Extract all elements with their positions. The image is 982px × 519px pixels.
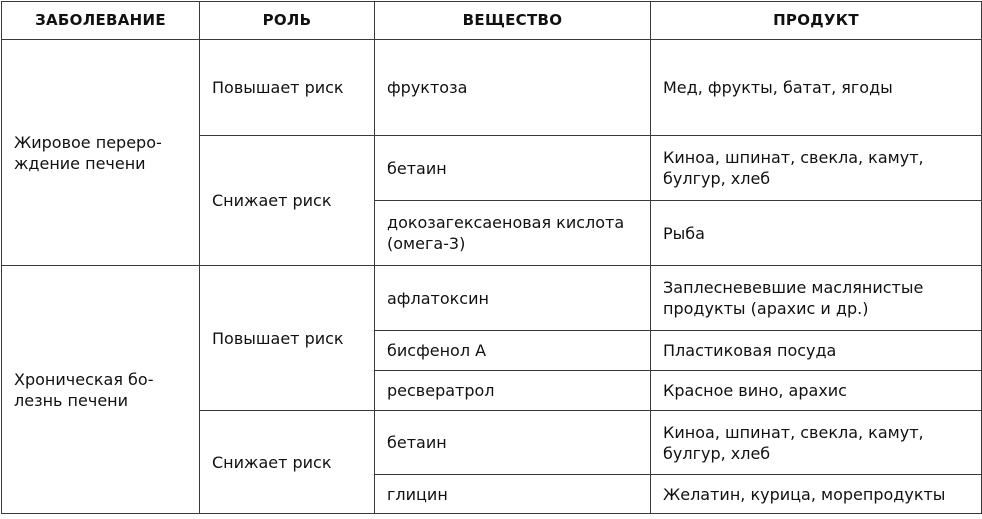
- role-cell: Снижает риск: [200, 136, 375, 266]
- substance-cell: докозагексаеновая кислота (омега-3): [375, 201, 651, 266]
- disease-cell-chronic-liver: Хроническая бо- лезнь печени: [2, 266, 200, 514]
- substance-cell: афлатоксин: [375, 266, 651, 331]
- product-cell: Рыба: [651, 201, 982, 266]
- table-row: [2, 40, 982, 136]
- disease-cell-fatty-liver: Жировое переро- ждение печени: [2, 40, 200, 266]
- product-cell: Мед, фрукты, батат, ягоды: [651, 40, 982, 136]
- substance-cell: глицин: [375, 475, 651, 514]
- role-cell: Повышает риск: [200, 266, 375, 411]
- role-cell: Снижает риск: [200, 411, 375, 514]
- product-cell: Желатин, курица, морепродукты: [651, 475, 982, 514]
- product-cell: Киноа, шпинат, свекла, камут, булгур, хлеб: [651, 411, 982, 475]
- header-row: [2, 2, 982, 40]
- substance-cell: бетаин: [375, 136, 651, 201]
- substance-cell: бетаин: [375, 411, 651, 475]
- product-cell: Заплесневевшие маслянистые продукты (арахис и др.): [651, 266, 982, 331]
- substance-cell: бисфенол А: [375, 331, 651, 371]
- substance-cell: ресвератрол: [375, 371, 651, 411]
- role-cell: Повышает риск: [200, 40, 375, 136]
- product-cell: Пластиковая посуда: [651, 331, 982, 371]
- table-row: [2, 266, 982, 331]
- header-role: РОЛЬ: [200, 2, 375, 40]
- header-product: ПРОДУКТ: [651, 2, 982, 40]
- substance-cell: фруктоза: [375, 40, 651, 136]
- header-substance: ВЕЩЕСТВО: [375, 2, 651, 40]
- product-cell: Киноа, шпинат, свекла, камут, булгур, хлеб: [651, 136, 982, 201]
- header-disease: ЗАБОЛЕВАНИЕ: [2, 2, 200, 40]
- liver-disease-table: [1, 1, 982, 514]
- product-cell: Красное вино, арахис: [651, 371, 982, 411]
